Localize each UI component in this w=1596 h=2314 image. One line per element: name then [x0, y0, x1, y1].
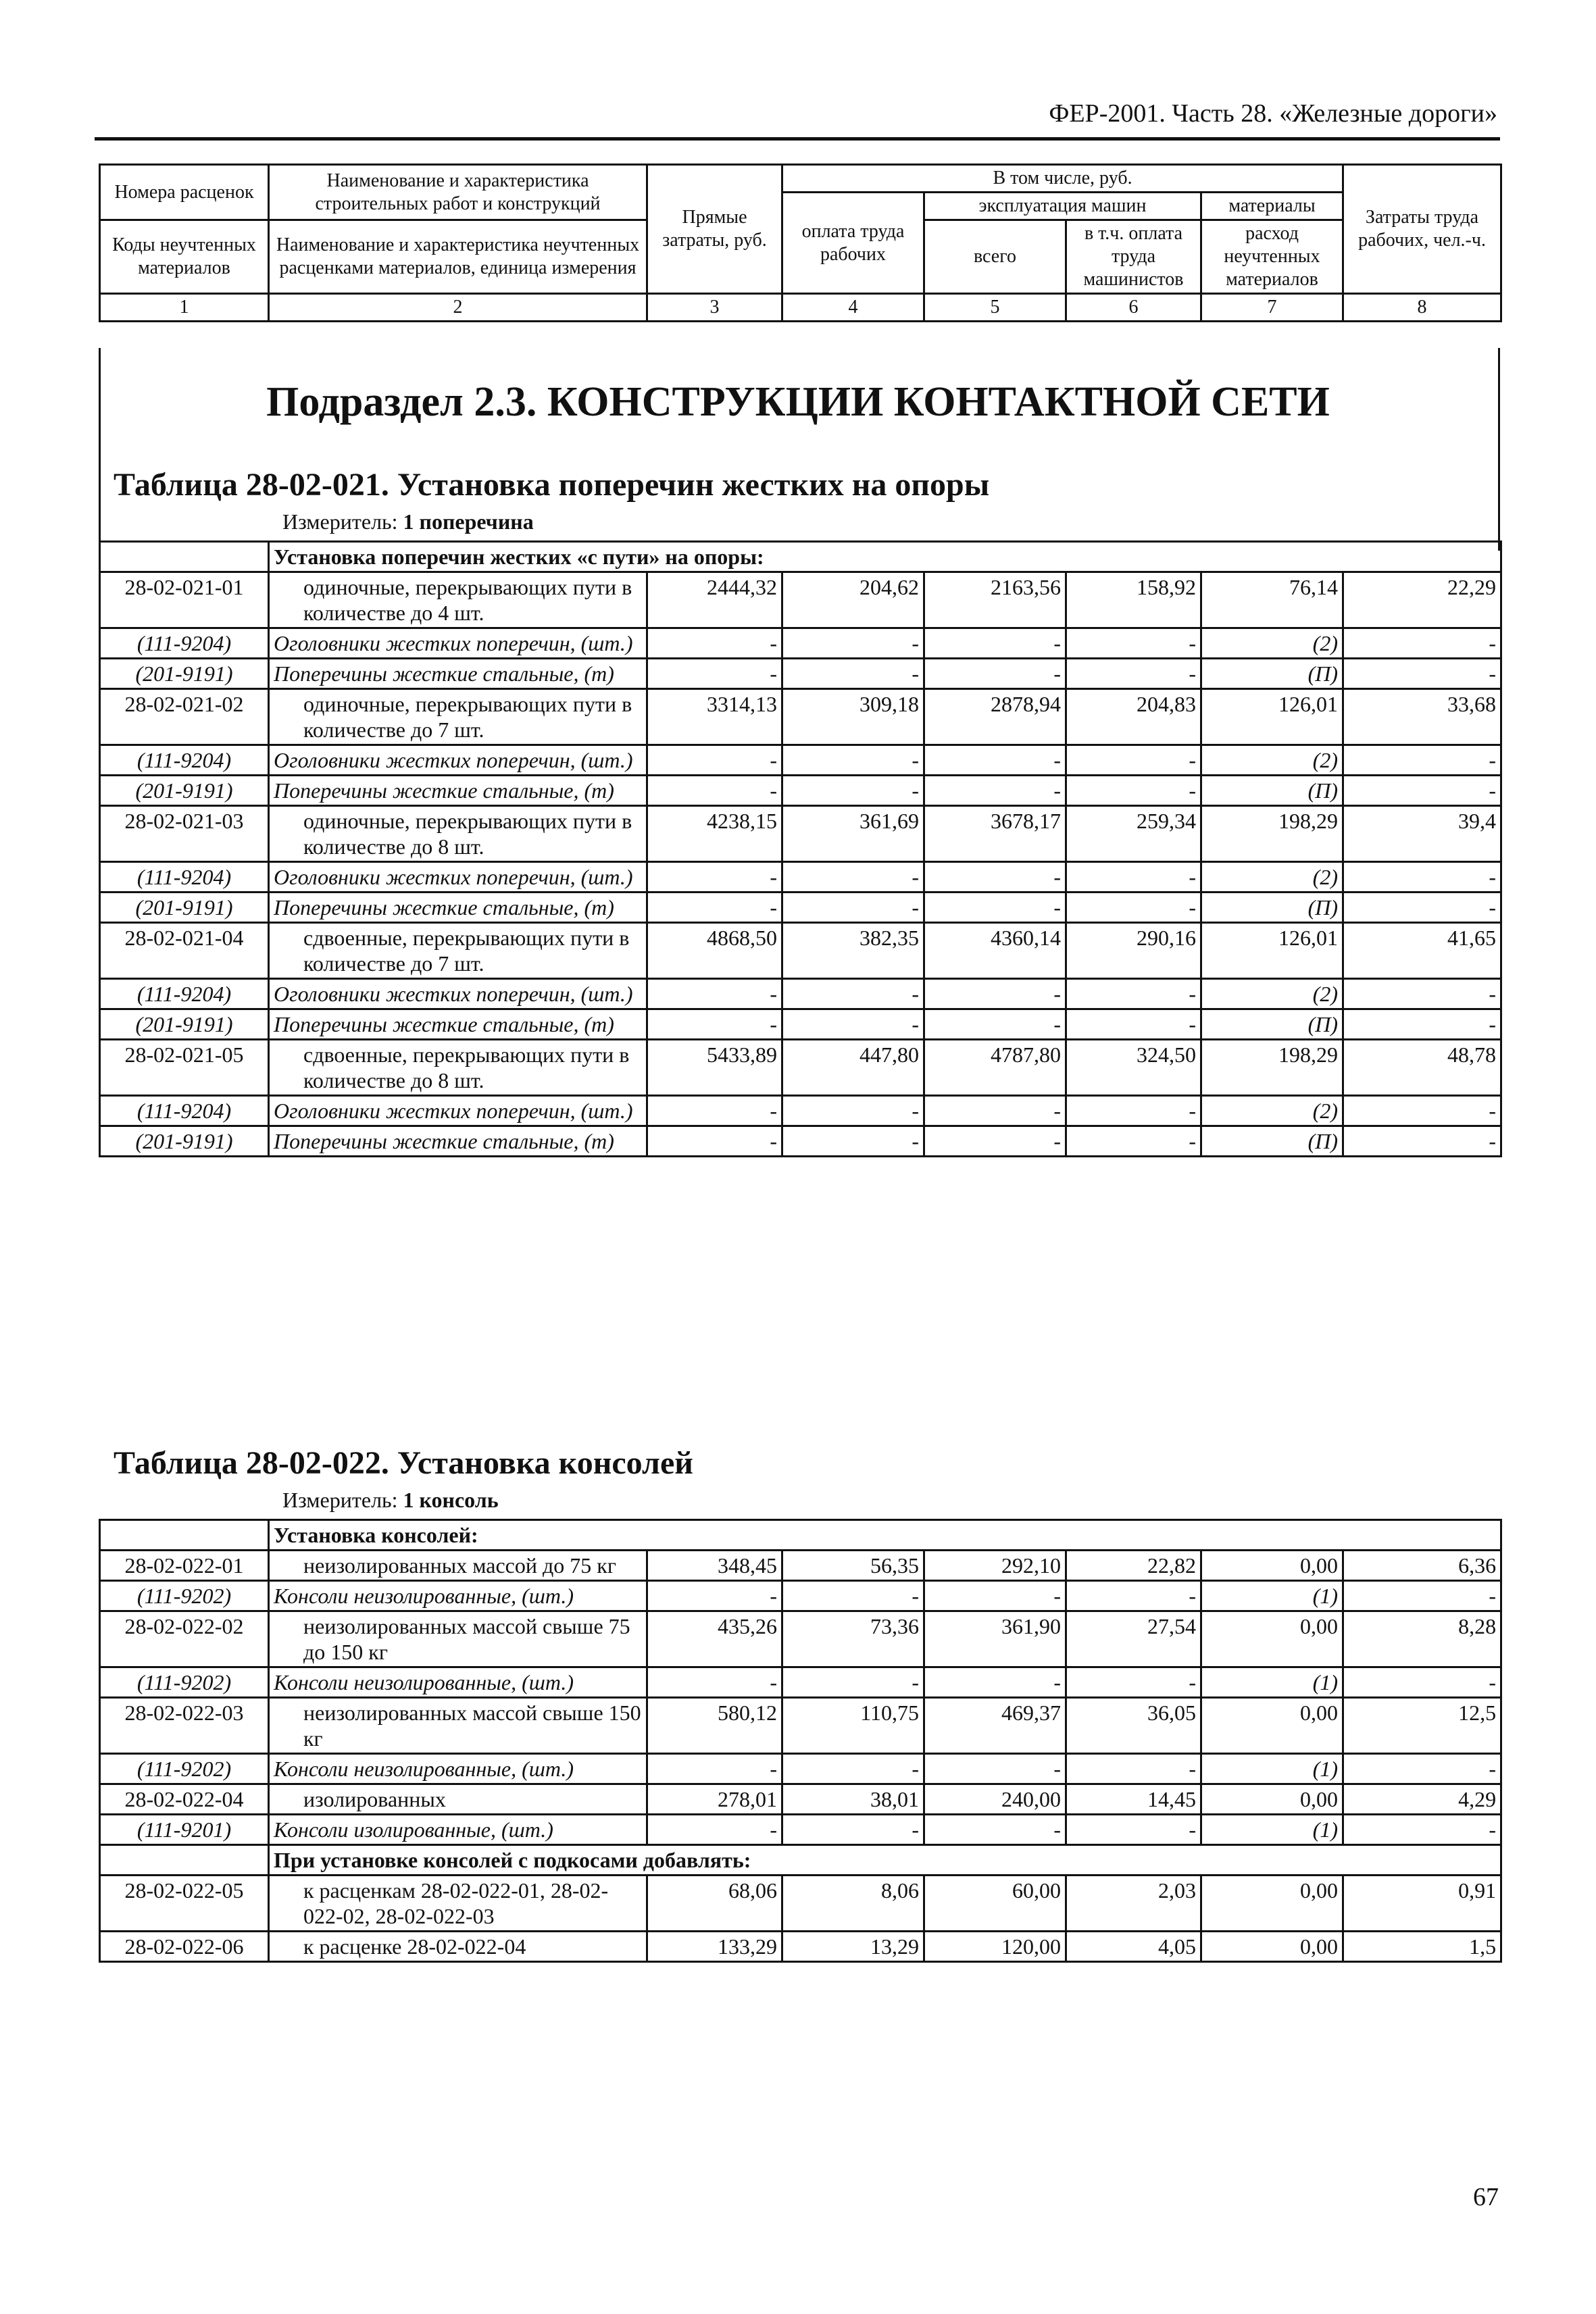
value-cell: (П)	[1201, 776, 1343, 806]
value-cell: 48,78	[1343, 1040, 1501, 1096]
value-cell: -	[924, 979, 1066, 1009]
material-code: (111-9202)	[100, 1581, 269, 1611]
value-cell: 12,5	[1343, 1698, 1501, 1754]
value-cell: 0,00	[1201, 1551, 1343, 1581]
work-name: одиночные, перекрывающих пути в количестве до 8 шт.	[269, 806, 647, 862]
value-cell: -	[647, 862, 782, 892]
value-cell: 4360,14	[924, 923, 1066, 979]
value-cell: -	[782, 1667, 924, 1698]
value-cell: -	[782, 1126, 924, 1157]
rate-code: 28-02-022-05	[100, 1876, 269, 1932]
value-cell: -	[1343, 776, 1501, 806]
header-materials-consumption: расход неучтенных материалов	[1201, 220, 1343, 294]
value-cell: -	[1343, 892, 1501, 923]
material-code: (201-9191)	[100, 1009, 269, 1040]
value-cell: -	[647, 1667, 782, 1698]
value-cell: -	[924, 1009, 1066, 1040]
work-name: одиночные, перекрывающих пути в количестве до 7 шт.	[269, 689, 647, 745]
value-cell: -	[924, 1754, 1066, 1784]
value-cell: -	[1343, 745, 1501, 776]
value-cell: -	[1343, 979, 1501, 1009]
work-name: к расценке 28-02-022-04	[269, 1932, 647, 1962]
value-cell: 4868,50	[647, 923, 782, 979]
value-cell: -	[1343, 1096, 1501, 1126]
header-direct-costs: Прямые затраты, руб.	[647, 165, 782, 294]
material-code: (111-9204)	[100, 628, 269, 659]
value-cell: -	[1343, 1815, 1501, 1845]
value-cell: 27,54	[1066, 1611, 1201, 1667]
value-cell: -	[1343, 1754, 1501, 1784]
value-cell: -	[924, 892, 1066, 923]
material-code: (111-9204)	[100, 1096, 269, 1126]
material-row	[100, 745, 1501, 776]
value-cell: -	[647, 628, 782, 659]
value-cell: 361,90	[924, 1611, 1066, 1667]
material-code: (111-9204)	[100, 862, 269, 892]
value-cell: -	[1343, 862, 1501, 892]
value-cell: -	[1066, 1126, 1201, 1157]
value-cell: 158,92	[1066, 572, 1201, 628]
rate-row	[100, 1876, 1501, 1932]
material-name: Оголовники жестких поперечин, (шт.)	[269, 628, 647, 659]
value-cell: -	[647, 1126, 782, 1157]
value-cell: 1,5	[1343, 1932, 1501, 1962]
material-name: Оголовники жестких поперечин, (шт.)	[269, 745, 647, 776]
value-cell: -	[782, 1815, 924, 1845]
header-worker-pay: оплата труда рабочих	[782, 193, 924, 294]
header-labor-costs: Затраты труда рабочих, чел.-ч.	[1343, 165, 1501, 294]
value-cell: -	[647, 1815, 782, 1845]
material-code: (201-9191)	[100, 1126, 269, 1157]
value-cell: 4787,80	[924, 1040, 1066, 1096]
value-cell: 0,00	[1201, 1932, 1343, 1962]
value-cell: 469,37	[924, 1698, 1066, 1754]
value-cell: -	[1066, 1096, 1201, 1126]
material-code: (201-9191)	[100, 776, 269, 806]
value-cell: 110,75	[782, 1698, 924, 1754]
material-name: Оголовники жестких поперечин, (шт.)	[269, 862, 647, 892]
value-cell: -	[924, 862, 1066, 892]
material-name: Консоли неизолированные, (шт.)	[269, 1581, 647, 1611]
material-row	[100, 776, 1501, 806]
value-cell: -	[647, 892, 782, 923]
material-name: Поперечины жесткие стальные, (т)	[269, 1009, 647, 1040]
value-cell: -	[782, 659, 924, 689]
rate-code: 28-02-022-01	[100, 1551, 269, 1581]
material-code: (201-9191)	[100, 892, 269, 923]
value-cell: 4,05	[1066, 1932, 1201, 1962]
rate-row	[100, 923, 1501, 979]
material-name: Оголовники жестких поперечин, (шт.)	[269, 1096, 647, 1126]
material-code: (111-9204)	[100, 979, 269, 1009]
rate-row	[100, 1698, 1501, 1754]
value-cell: 13,29	[782, 1932, 924, 1962]
value-cell: (2)	[1201, 745, 1343, 776]
material-row	[100, 1754, 1501, 1784]
material-code: (111-9202)	[100, 1667, 269, 1698]
col-num: 5	[924, 294, 1066, 322]
value-cell: 259,34	[1066, 806, 1201, 862]
value-cell: -	[924, 659, 1066, 689]
value-cell: -	[1343, 1126, 1501, 1157]
material-name: Консоли изолированные, (шт.)	[269, 1815, 647, 1845]
material-name: Консоли неизолированные, (шт.)	[269, 1754, 647, 1784]
rate-code: 28-02-021-02	[100, 689, 269, 745]
value-cell: -	[924, 1815, 1066, 1845]
value-cell: -	[924, 1581, 1066, 1611]
material-name: Оголовники жестких поперечин, (шт.)	[269, 979, 647, 1009]
value-cell: -	[647, 659, 782, 689]
table2-title: Таблица 28-02-022. Установка консолей	[114, 1445, 693, 1481]
work-name: неизолированных массой до 75 кг	[269, 1551, 647, 1581]
col-num: 7	[1201, 294, 1343, 322]
value-cell: -	[782, 745, 924, 776]
value-cell: 8,28	[1343, 1611, 1501, 1667]
table1-title: Таблица 28-02-021. Установка поперечин жестких на опоры	[114, 467, 990, 503]
value-cell: 2,03	[1066, 1876, 1201, 1932]
value-cell: -	[1066, 979, 1201, 1009]
header-work-name: Наименование и характеристика строительных работ и конструкций	[269, 165, 647, 220]
value-cell: 447,80	[782, 1040, 924, 1096]
value-cell: 0,00	[1201, 1698, 1343, 1754]
value-cell: 33,68	[1343, 689, 1501, 745]
work-name: сдвоенные, перекрывающих пути в количестве до 7 шт.	[269, 923, 647, 979]
value-cell: 382,35	[782, 923, 924, 979]
header-machines-total: всего	[924, 220, 1066, 294]
value-cell: 2878,94	[924, 689, 1066, 745]
value-cell: 198,29	[1201, 806, 1343, 862]
header-column-numbers	[100, 294, 1501, 322]
rate-row	[100, 1040, 1501, 1096]
col-num: 1	[100, 294, 269, 322]
work-name: сдвоенные, перекрывающих пути в количестве до 8 шт.	[269, 1040, 647, 1096]
value-cell: 56,35	[782, 1551, 924, 1581]
material-name: Поперечины жесткие стальные, (т)	[269, 776, 647, 806]
value-cell: -	[924, 628, 1066, 659]
value-cell: 204,83	[1066, 689, 1201, 745]
value-cell: 5433,89	[647, 1040, 782, 1096]
value-cell: 76,14	[1201, 572, 1343, 628]
value-cell: 4238,15	[647, 806, 782, 862]
value-cell: 324,50	[1066, 1040, 1201, 1096]
value-cell: -	[1343, 628, 1501, 659]
running-head: ФЕР-2001. Часть 28. «Железные дороги»	[1049, 99, 1497, 128]
material-name: Поперечины жесткие стальные, (т)	[269, 659, 647, 689]
value-cell: -	[782, 1009, 924, 1040]
table2-measure-label: Измеритель:	[282, 1488, 398, 1512]
value-cell: (П)	[1201, 1009, 1343, 1040]
material-row	[100, 892, 1501, 923]
material-code: (111-9201)	[100, 1815, 269, 1845]
value-cell: -	[782, 862, 924, 892]
value-cell: 73,36	[782, 1611, 924, 1667]
value-cell: 36,05	[1066, 1698, 1201, 1754]
material-row	[100, 1667, 1501, 1698]
rate-code: 28-02-021-04	[100, 923, 269, 979]
value-cell: -	[1066, 776, 1201, 806]
rate-row	[100, 1551, 1501, 1581]
table2-measure-value: 1 консоль	[403, 1488, 499, 1512]
value-cell: 580,12	[647, 1698, 782, 1754]
value-cell: 348,45	[647, 1551, 782, 1581]
work-name: неизолированных массой свыше 75 до 150 кг	[269, 1611, 647, 1667]
value-cell: -	[1066, 1667, 1201, 1698]
table1	[99, 540, 1502, 1157]
material-row	[100, 628, 1501, 659]
value-cell: 120,00	[924, 1932, 1066, 1962]
value-cell: -	[1343, 659, 1501, 689]
value-cell: 38,01	[782, 1784, 924, 1815]
value-cell: 309,18	[782, 689, 924, 745]
value-cell: (П)	[1201, 1126, 1343, 1157]
value-cell: (1)	[1201, 1815, 1343, 1845]
value-cell: (1)	[1201, 1754, 1343, 1784]
value-cell: -	[647, 745, 782, 776]
value-cell: -	[1066, 745, 1201, 776]
value-cell: -	[1066, 862, 1201, 892]
value-cell: 0,00	[1201, 1876, 1343, 1932]
value-cell: -	[1066, 628, 1201, 659]
table2	[99, 1519, 1502, 1963]
value-cell: 8,06	[782, 1876, 924, 1932]
table1-body	[100, 542, 1501, 1157]
material-code: (111-9204)	[100, 745, 269, 776]
value-cell: -	[1066, 1009, 1201, 1040]
value-cell: (2)	[1201, 979, 1343, 1009]
material-row	[100, 979, 1501, 1009]
value-cell: -	[647, 979, 782, 1009]
value-cell: 0,00	[1201, 1784, 1343, 1815]
table1-measure	[282, 509, 534, 534]
value-cell: (1)	[1201, 1581, 1343, 1611]
value-cell: -	[647, 1009, 782, 1040]
value-cell: 198,29	[1201, 1040, 1343, 1096]
material-code: (111-9202)	[100, 1754, 269, 1784]
value-cell: 435,26	[647, 1611, 782, 1667]
value-cell: 278,01	[647, 1784, 782, 1815]
rate-row	[100, 806, 1501, 862]
value-cell: -	[1066, 659, 1201, 689]
col-num: 8	[1343, 294, 1501, 322]
value-cell: (2)	[1201, 862, 1343, 892]
value-cell: 126,01	[1201, 923, 1343, 979]
column-header-table	[99, 164, 1502, 322]
col-num: 3	[647, 294, 782, 322]
rate-row	[100, 1932, 1501, 1962]
value-cell: -	[1066, 1581, 1201, 1611]
value-cell: 0,00	[1201, 1611, 1343, 1667]
header-material-codes: Коды неучтенных материалов	[100, 220, 269, 294]
rate-code: 28-02-021-05	[100, 1040, 269, 1096]
value-cell: 240,00	[924, 1784, 1066, 1815]
rate-row	[100, 1611, 1501, 1667]
value-cell: 361,69	[782, 806, 924, 862]
group-row	[100, 1845, 1501, 1876]
work-name: к расценкам 28-02-022-01, 28-02-022-02, 28-02-022-03	[269, 1876, 647, 1932]
page-number: 67	[1473, 2183, 1499, 2211]
value-cell: 133,29	[647, 1932, 782, 1962]
value-cell: (П)	[1201, 659, 1343, 689]
value-cell: 2444,32	[647, 572, 782, 628]
header-rule	[95, 137, 1500, 141]
rate-row	[100, 1784, 1501, 1815]
value-cell: (2)	[1201, 628, 1343, 659]
header-rate-numbers: Номера расценок	[100, 165, 269, 220]
table1-measure-value: 1 поперечина	[403, 509, 534, 534]
work-name: неизолированных массой свыше 150 кг	[269, 1698, 647, 1754]
value-cell: 3678,17	[924, 806, 1066, 862]
value-cell: -	[1066, 1815, 1201, 1845]
value-cell: -	[1343, 1009, 1501, 1040]
value-cell: -	[647, 1581, 782, 1611]
value-cell: 0,91	[1343, 1876, 1501, 1932]
value-cell: 22,29	[1343, 572, 1501, 628]
rate-row	[100, 572, 1501, 628]
material-row	[100, 1815, 1501, 1845]
value-cell: 2163,56	[924, 572, 1066, 628]
header-materials: материалы	[1201, 193, 1343, 220]
value-cell: 39,4	[1343, 806, 1501, 862]
table2-measure	[282, 1488, 499, 1513]
value-cell: -	[647, 776, 782, 806]
value-cell: -	[924, 1667, 1066, 1698]
value-cell: -	[782, 1754, 924, 1784]
value-cell: -	[1066, 1754, 1201, 1784]
value-cell: -	[782, 892, 924, 923]
value-cell: (1)	[1201, 1667, 1343, 1698]
value-cell: 290,16	[1066, 923, 1201, 979]
col-num: 2	[269, 294, 647, 322]
col-num: 6	[1066, 294, 1201, 322]
table1-group-heading: Установка поперечин жестких «с пути» на опоры:	[269, 542, 1501, 572]
table1-measure-label: Измеритель:	[282, 509, 398, 534]
value-cell: -	[1343, 1667, 1501, 1698]
value-cell: 41,65	[1343, 923, 1501, 979]
material-row	[100, 862, 1501, 892]
table2-body	[100, 1520, 1501, 1962]
value-cell: -	[924, 776, 1066, 806]
rate-code: 28-02-022-06	[100, 1932, 269, 1962]
value-cell: 292,10	[924, 1551, 1066, 1581]
value-cell: 126,01	[1201, 689, 1343, 745]
value-cell: -	[924, 1096, 1066, 1126]
value-cell: -	[1066, 892, 1201, 923]
value-cell: 22,82	[1066, 1551, 1201, 1581]
value-cell: -	[782, 1096, 924, 1126]
material-row	[100, 1126, 1501, 1157]
header-material-name: Наименование и характеристика неучтенных расценками материалов, единица измерения	[269, 220, 647, 294]
value-cell: 6,36	[1343, 1551, 1501, 1581]
value-cell: 68,06	[647, 1876, 782, 1932]
value-cell: (2)	[1201, 1096, 1343, 1126]
value-cell: -	[782, 776, 924, 806]
value-cell: -	[647, 1754, 782, 1784]
header-machine-operation: эксплуатация машин	[924, 193, 1201, 220]
material-name: Консоли неизолированные, (шт.)	[269, 1667, 647, 1698]
work-name: изолированных	[269, 1784, 647, 1815]
material-row	[100, 1009, 1501, 1040]
material-row	[100, 1581, 1501, 1611]
section-title: Подраздел 2.3. КОНСТРУКЦИИ КОНТАКТНОЙ СЕТИ	[266, 379, 1330, 425]
material-row	[100, 1096, 1501, 1126]
value-cell: -	[924, 745, 1066, 776]
header-operator-pay: в т.ч. оплата труда машинистов	[1066, 220, 1201, 294]
table2-group-heading: Установка консолей:	[269, 1520, 1501, 1551]
value-cell: (П)	[1201, 892, 1343, 923]
rate-row	[100, 689, 1501, 745]
value-cell: -	[647, 1096, 782, 1126]
value-cell: 60,00	[924, 1876, 1066, 1932]
header-including: В том числе, руб.	[782, 165, 1343, 193]
value-cell: 204,62	[782, 572, 924, 628]
rate-code: 28-02-021-03	[100, 806, 269, 862]
rate-code: 28-02-022-02	[100, 1611, 269, 1667]
value-cell: 4,29	[1343, 1784, 1501, 1815]
material-name: Поперечины жесткие стальные, (т)	[269, 1126, 647, 1157]
material-row	[100, 659, 1501, 689]
value-cell: 3314,13	[647, 689, 782, 745]
value-cell: -	[782, 1581, 924, 1611]
rate-code: 28-02-022-03	[100, 1698, 269, 1754]
value-cell: -	[924, 1126, 1066, 1157]
value-cell: -	[782, 628, 924, 659]
rate-code: 28-02-021-01	[100, 572, 269, 628]
table2-group2-heading: При установке консолей с подкосами добавлять:	[269, 1845, 1501, 1876]
material-code: (201-9191)	[100, 659, 269, 689]
value-cell: -	[1343, 1581, 1501, 1611]
col-num: 4	[782, 294, 924, 322]
value-cell: 14,45	[1066, 1784, 1201, 1815]
rate-code: 28-02-022-04	[100, 1784, 269, 1815]
material-name: Поперечины жесткие стальные, (т)	[269, 892, 647, 923]
value-cell: -	[782, 979, 924, 1009]
work-name: одиночные, перекрывающих пути в количестве до 4 шт.	[269, 572, 647, 628]
